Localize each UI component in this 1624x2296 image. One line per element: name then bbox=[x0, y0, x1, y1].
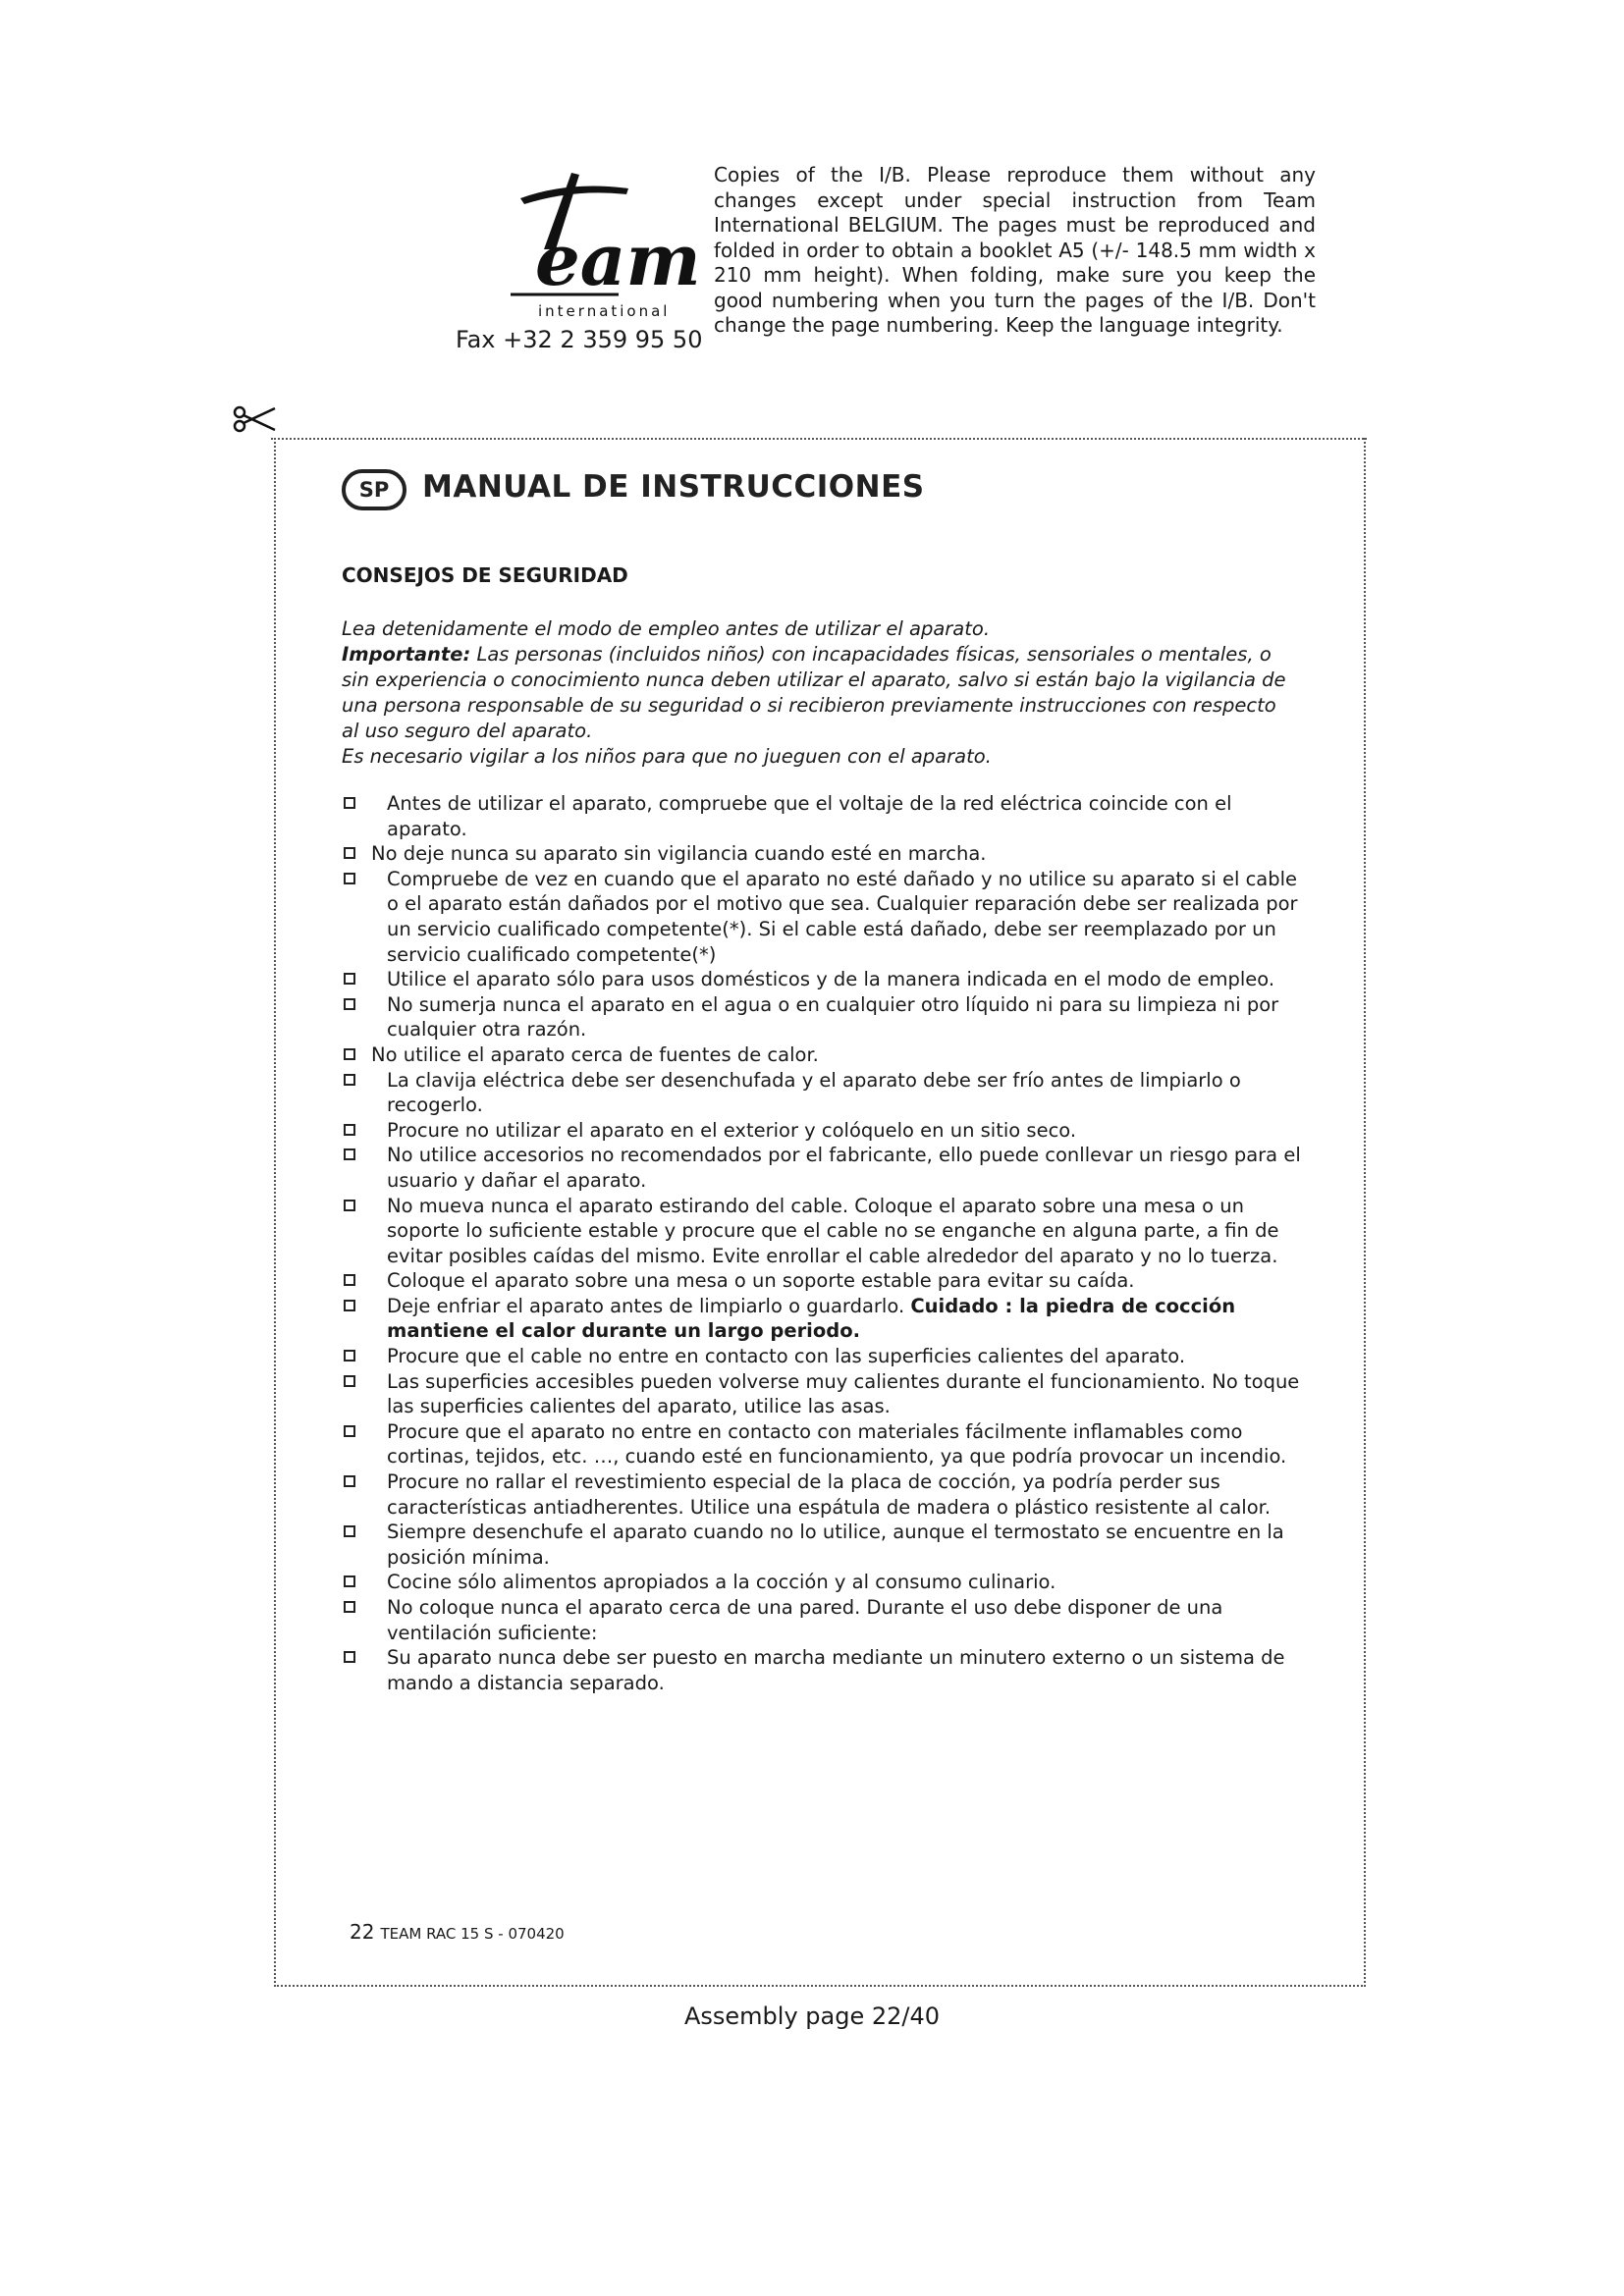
team-international-logo bbox=[481, 169, 701, 326]
list-item: Su aparato nunca debe ser puesto en marcha mediante un minutero externo o un sistema de mando a distancia separado. bbox=[342, 1645, 1314, 1695]
checkbox-bullet-icon bbox=[344, 797, 355, 809]
safety-list bbox=[342, 791, 1314, 1695]
checkbox-bullet-icon bbox=[344, 847, 355, 859]
checkbox-bullet-icon bbox=[344, 1124, 355, 1136]
checkbox-bullet-icon bbox=[344, 1375, 355, 1387]
checkbox-bullet-icon bbox=[344, 973, 355, 985]
list-item: Cocine sólo alimentos apropiados a la cocción y al consumo culinario. bbox=[342, 1570, 1314, 1595]
assembly-page-number: Assembly page 22/40 bbox=[683, 2002, 941, 2030]
checkbox-bullet-icon bbox=[344, 998, 355, 1010]
list-item: Compruebe de vez en cuando que el aparato no esté dañado y no utilice su aparato si el cable o el aparato están dañados por el motivo que sea. Cualquier reparación debe ser realizada por un servicio cualificado competente(*). Si el cable está dañado, debe ser reemplazado por un servicio cualificado competente(*) bbox=[342, 867, 1314, 967]
intro-line: Lea detenidamente el modo de empleo antes de utilizar el aparato. bbox=[342, 617, 991, 640]
list-item: No sumerja nunca el aparato en el agua o en cualquier otro líquido ni para su limpieza ni por cualquier otra razón. bbox=[342, 992, 1314, 1042]
checkbox-bullet-icon bbox=[344, 1525, 355, 1537]
checkbox-bullet-icon bbox=[344, 1651, 355, 1663]
list-item: Coloque el aparato sobre una mesa o un soporte estable para evitar su caída. bbox=[342, 1268, 1314, 1294]
section-heading: CONSEJOS DE SEGURIDAD bbox=[342, 563, 628, 587]
list-item: Procure no rallar el revestimiento especial de la placa de cocción, ya podría perder sus características antiadherentes. Utilice una espátula de madera o plástico resistente al calor. bbox=[342, 1469, 1314, 1520]
list-item: Deje enfriar el aparato antes de limpiarlo o guardarlo. Cuidado : la piedra de cocción mantiene el calor durante un largo periodo. bbox=[342, 1294, 1314, 1344]
list-item: Procure que el cable no entre en contacto con las superficies calientes del aparato. bbox=[342, 1344, 1314, 1369]
list-item: Procure que el aparato no entre en contacto con materiales fácilmente inflamables como cortinas, tejidos, etc. …, cuando esté en funcionamiento, ya que podría provocar un incendio. bbox=[342, 1419, 1314, 1469]
list-item: Siempre desenchufe el aparato cuando no lo utilice, aunque el termostato se encuentre en la posición mínima. bbox=[342, 1520, 1314, 1570]
list-item: La clavija eléctrica debe ser desenchufada y el aparato debe ser frío antes de limpiarlo o recogerlo. bbox=[342, 1068, 1314, 1118]
language-badge: SP bbox=[342, 469, 406, 510]
list-item: Procure no utilizar el aparato en el exterior y colóquelo en un sitio seco. bbox=[342, 1118, 1314, 1144]
list-item: No utilice accesorios no recomendados por el fabricante, ello puede conllevar un riesgo para el usuario y dañar el aparato. bbox=[342, 1143, 1314, 1193]
scissors-icon bbox=[232, 404, 277, 434]
checkbox-bullet-icon bbox=[344, 1425, 355, 1437]
page-footer bbox=[350, 1920, 565, 1944]
list-item: Utilice el aparato sólo para usos domésticos y de la manera indicada en el modo de empleo. bbox=[342, 967, 1314, 992]
assembly-instructions-note bbox=[714, 163, 1316, 339]
intro-text bbox=[342, 616, 1294, 770]
important-label: Importante: bbox=[342, 643, 471, 666]
fax-number: Fax +32 2 359 95 50 bbox=[456, 326, 703, 353]
checkbox-bullet-icon bbox=[344, 1148, 355, 1160]
list-item: No deje nunca su aparato sin vigilancia cuando esté en marcha. bbox=[342, 841, 1314, 867]
checkbox-bullet-icon bbox=[344, 1200, 355, 1211]
intro-line: Es necesario vigilar a los niños para que no jueguen con el aparato. bbox=[342, 745, 992, 768]
checkbox-bullet-icon bbox=[344, 1475, 355, 1487]
svg-text:international: international bbox=[538, 302, 671, 320]
checkbox-bullet-icon bbox=[344, 1300, 355, 1311]
svg-text:eam: eam bbox=[535, 218, 701, 301]
checkbox-bullet-icon bbox=[344, 1575, 355, 1587]
checkbox-bullet-icon bbox=[344, 1048, 355, 1060]
checkbox-bullet-icon bbox=[344, 1274, 355, 1286]
hot-stone-warning: Cuidado : la piedra de cocción mantiene el calor durante un largo periodo. bbox=[387, 1294, 1236, 1343]
checkbox-bullet-icon bbox=[344, 1074, 355, 1086]
list-item: No coloque nunca el aparato cerca de una pared. Durante el uso debe disponer de una ventilación suficiente: bbox=[342, 1595, 1314, 1645]
important-text: Las personas (incluidos niños) con incapacidades físicas, sensoriales o mentales, o sin experiencia o conocimiento nunca deben utilizar el aparato, salvo si están bajo la vigilancia de una persona responsable de su seguridad o si recibieron previamente instrucciones con respecto al uso seguro del aparato. bbox=[342, 643, 1286, 742]
model-code: TEAM RAC 15 S - 070420 bbox=[380, 1925, 565, 1943]
list-item: Antes de utilizar el aparato, compruebe que el voltaje de la red eléctrica coincide con el aparato. bbox=[342, 791, 1314, 841]
page-number: 22 bbox=[350, 1920, 375, 1944]
checkbox-bullet-icon bbox=[344, 873, 355, 884]
checkbox-bullet-icon bbox=[344, 1601, 355, 1613]
team-logo-block bbox=[432, 169, 703, 365]
assembly-note-text: Copies of the I/B. Please reproduce them without any changes except under special instruction from Team International BELGIUM. The pages must be reproduced and folded in order to obtain a booklet A5 (+/- 148.5 mm width x 210 mm height). When folding, make sure you keep the good numbering when you turn the pages of the I/B. Don't change the page numbering. Keep the language integrity. bbox=[714, 163, 1316, 337]
manual-title: MANUAL DE INSTRUCCIONES bbox=[422, 469, 925, 505]
list-item: Las superficies accesibles pueden volverse muy calientes durante el funcionamiento. No toque las superficies calientes del aparato, utilice las asas. bbox=[342, 1369, 1314, 1419]
list-item: No mueva nunca el aparato estirando del cable. Coloque el aparato sobre una mesa o un soporte lo suficiente estable y procure que el cable no se enganche en alguna parte, a fin de evitar posibles caídas del mismo. Evite enrollar el cable alrededor del aparato y no lo tuerza. bbox=[342, 1194, 1314, 1269]
list-item: No utilice el aparato cerca de fuentes de calor. bbox=[342, 1042, 1314, 1068]
important-paragraph bbox=[342, 642, 1294, 744]
checkbox-bullet-icon bbox=[344, 1350, 355, 1362]
